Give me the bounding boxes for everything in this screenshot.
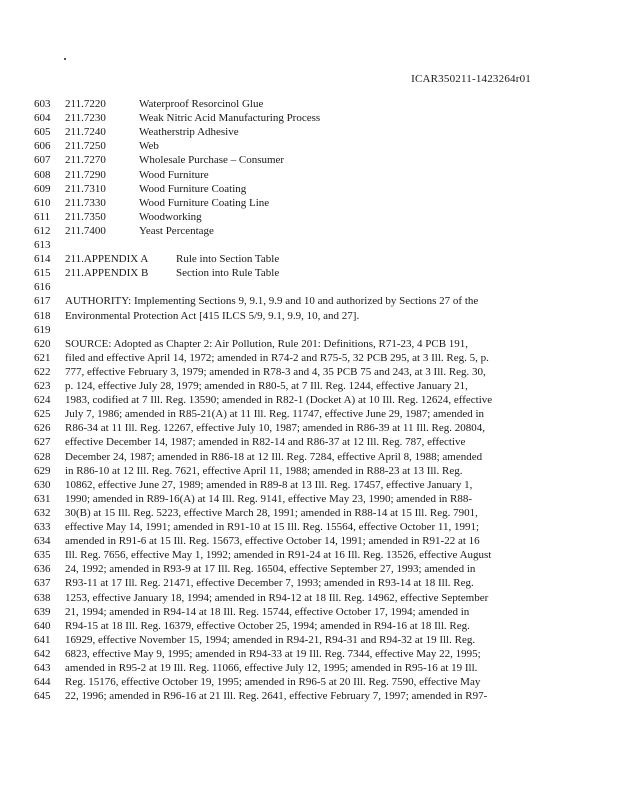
section-code: 211.7350 <box>65 210 106 223</box>
line-number: 642 <box>34 647 51 660</box>
section-name: Weatherstrip Adhesive <box>139 126 239 139</box>
line-number: 633 <box>34 521 51 533</box>
line-number: 632 <box>34 506 51 519</box>
source-text: SOURCE: Adopted as Chapter 2: Air Pollution, Rule 201: Definitions, R71-23, 4 PCB 191, <box>65 337 469 350</box>
section-name: Web <box>139 140 159 153</box>
source-text: 21, 1994; amended in R94-14 at 18 Ill. Reg. 15744, effective October 17, 1994; amended in <box>65 605 470 618</box>
line-number: 622 <box>34 365 51 378</box>
line-number: 635 <box>34 549 51 562</box>
authority-text: AUTHORITY: Implementing Sections 9, 9.1, 9.9 and 10 and authorized by Sections 27 of the <box>65 295 479 308</box>
section-name: Wood Furniture <box>139 168 209 181</box>
source-text: 1983, codified at 7 Ill. Reg. 13590; amended in R82-1 (Docket A) at 10 Ill. Reg. 12624, effective <box>65 394 493 407</box>
section-code: 211.7240 <box>65 126 106 139</box>
line-number: 644 <box>34 676 51 689</box>
section-name: Weak Nitric Acid Manufacturing Process <box>139 112 321 125</box>
line-number: 610 <box>34 196 51 209</box>
source-text: effective December 14, 1987; amended in R82-14 and R86-37 at 12 Ill. Reg. 787, effective <box>65 436 466 449</box>
line-number: 636 <box>34 563 51 576</box>
line-number: 617 <box>34 295 51 308</box>
source-text: 10862, effective June 27, 1989; amended in R89-8 at 13 Ill. Reg. 17457, effective January 1, <box>65 478 473 491</box>
line-number: 603 <box>34 98 51 110</box>
line-number: 630 <box>34 478 51 491</box>
source-text: filed and effective April 14, 1972; amended in R74-2 and R75-5, 32 PCB 295, at 3 Ill. Reg. 5, p. <box>65 351 489 364</box>
line-number: 611 <box>34 210 51 223</box>
section-code: 211.7270 <box>65 154 106 167</box>
line-number: 631 <box>34 492 51 505</box>
line-number: 645 <box>34 690 51 703</box>
line-number: 637 <box>34 577 51 590</box>
appendix-name: Rule into Section Table <box>176 253 280 266</box>
section-name: Wood Furniture Coating Line <box>139 196 270 209</box>
section-code: 211.7250 <box>65 140 106 153</box>
line-number: 607 <box>34 154 51 167</box>
document-id: ICAR350211-1423264r01 <box>411 73 531 85</box>
line-number: 628 <box>34 450 51 463</box>
source-text: July 7, 1986; amended in R85-21(A) at 11 Ill. Reg. 11747, effective June 29, 1987; amended in <box>65 408 485 421</box>
line-number: 613 <box>34 239 51 251</box>
line-number: 643 <box>34 662 51 674</box>
source-text: p. 124, effective July 28, 1979; amended in R80-5, at 7 Ill. Reg. 1244, effective January 21, <box>65 380 468 392</box>
section-name: Yeast Percentage <box>139 224 214 237</box>
section-name: Waterproof Resorcinol Glue <box>139 98 264 110</box>
section-code: 211.7310 <box>65 182 106 195</box>
appendix-code: 211.APPENDIX A <box>65 253 149 266</box>
line-number: 623 <box>34 380 51 392</box>
line-number: 605 <box>34 126 51 139</box>
line-number: 627 <box>34 436 51 449</box>
source-text: December 24, 1987; amended in R86-18 at 12 Ill. Reg. 7284, effective April 8, 1988; amended <box>65 450 483 463</box>
line-number: 618 <box>34 309 51 322</box>
section-name: Wood Furniture Coating <box>139 182 247 195</box>
source-text: 30(B) at 15 Ill. Reg. 5223, effective March 28, 1991; amended in R88-14 at 15 Ill. Reg. 7901, <box>65 506 478 519</box>
line-number: 629 <box>34 464 51 477</box>
line-number: 634 <box>34 535 51 548</box>
line-number: 639 <box>34 605 51 618</box>
line-number: 621 <box>34 351 51 364</box>
source-text: amended in R95-2 at 19 Ill. Reg. 11066, effective July 12, 1995; amended in R95-16 at 19 Ill. <box>65 662 478 674</box>
source-text: R93-11 at 17 Ill. Reg. 21471, effective December 7, 1993; amended in R93-14 at 18 Ill. Reg. <box>65 577 474 590</box>
section-code: 211.7290 <box>65 168 106 181</box>
line-number: 608 <box>34 168 51 181</box>
source-text: in R86-10 at 12 Ill. Reg. 7621, effective April 11, 1988; amended in R88-23 at 13 Ill. Reg. <box>65 464 463 477</box>
line-number: 614 <box>34 253 51 266</box>
line-number: 609 <box>34 182 51 195</box>
line-number: 615 <box>34 267 51 280</box>
section-name: Wholesale Purchase – Consumer <box>139 154 285 167</box>
line-number: 619 <box>34 323 51 336</box>
line-number: 640 <box>34 619 51 632</box>
source-text: 22, 1996; amended in R96-16 at 21 Ill. Reg. 2641, effective February 7, 1997; amended in R97- <box>65 690 488 703</box>
source-text: 24, 1992; amended in R93-9 at 17 Ill. Reg. 16504, effective September 27, 1993; amended in <box>65 563 476 576</box>
source-text: 1253, effective January 18, 1994; amended in R94-12 at 18 Ill. Reg. 14962, effective September <box>65 591 489 604</box>
line-number: 624 <box>34 394 51 407</box>
line-number: 620 <box>34 337 51 350</box>
line-number: 625 <box>34 408 51 421</box>
line-number: 626 <box>34 422 51 435</box>
source-text: R86-34 at 11 Ill. Reg. 12267, effective July 10, 1987; amended in R86-39 at 11 Ill. Reg. 20804, <box>65 422 485 435</box>
section-code: 211.7400 <box>65 224 106 237</box>
source-text: Ill. Reg. 7656, effective May 1, 1992; amended in R91-24 at 16 Ill. Reg. 13526, effective August <box>65 549 492 562</box>
section-code: 211.7220 <box>65 98 106 110</box>
appendix-code: 211.APPENDIX B <box>65 267 149 280</box>
appendix-name: Section into Rule Table <box>176 267 280 280</box>
line-number: 641 <box>34 633 51 646</box>
source-text: Reg. 15176, effective October 19, 1995; amended in R96-5 at 20 Ill. Reg. 7590, effective May <box>65 676 481 689</box>
source-text: effective May 14, 1991; amended in R91-10 at 15 Ill. Reg. 15564, effective October 11, 1991; <box>65 521 480 533</box>
section-name: Woodworking <box>139 210 202 223</box>
line-number: 606 <box>34 140 51 153</box>
stray-mark <box>64 58 66 60</box>
source-text: 1990; amended in R89-16(A) at 14 Ill. Reg. 9141, effective May 23, 1990; amended in R88- <box>65 492 473 505</box>
line-number: 638 <box>34 591 51 604</box>
line-number: 616 <box>34 281 51 294</box>
section-code: 211.7230 <box>65 112 106 125</box>
section-code: 211.7330 <box>65 196 106 209</box>
source-text: 6823, effective May 9, 1995; amended in R94-33 at 19 Ill. Reg. 7344, effective May 22, 1995; <box>65 647 481 660</box>
source-text: 777, effective February 3, 1979; amended in R78-3 and 4, 35 PCB 75 and 243, at 3 Ill. Reg. 30, <box>65 365 486 378</box>
line-number: 604 <box>34 112 51 125</box>
line-number: 612 <box>34 224 51 237</box>
authority-text: Environmental Protection Act [415 ILCS 5/9, 9.1, 9.9, 10, and 27]. <box>65 309 360 322</box>
source-text: amended in R91-6 at 15 Ill. Reg. 15673, effective October 14, 1991; amended in R91-22 at 16 <box>65 535 480 548</box>
source-text: R94-15 at 18 Ill. Reg. 16379, effective October 25, 1994; amended in R94-16 at 18 Ill. Reg. <box>65 619 470 632</box>
source-text: 16929, effective November 15, 1994; amended in R94-21, R94-31 and R94-32 at 19 Ill. Reg. <box>65 633 476 646</box>
